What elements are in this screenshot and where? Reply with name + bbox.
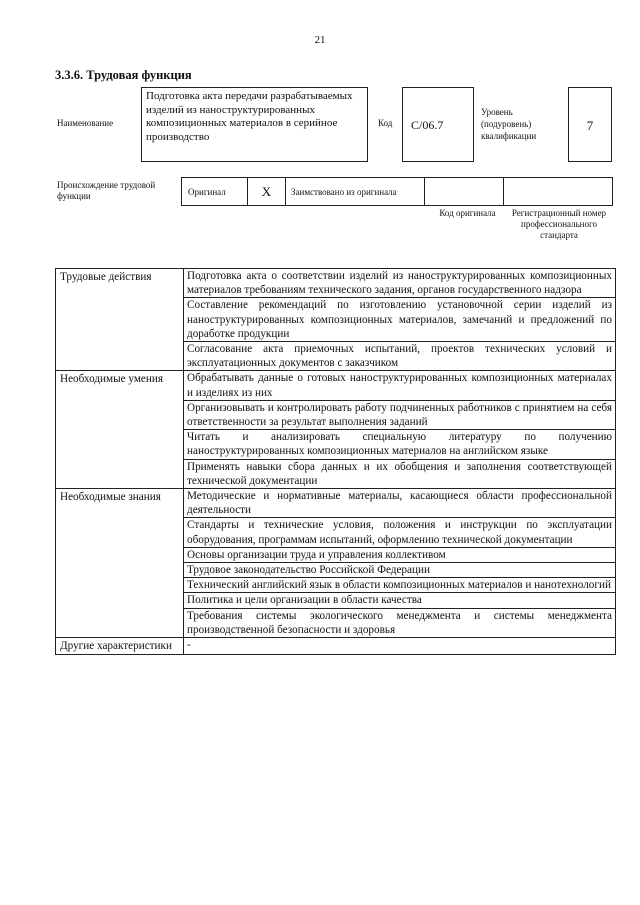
table-row [56, 489, 616, 518]
origin-code-caption: Код оригинала [439, 208, 496, 218]
origin-original-label: Оригинал [182, 178, 248, 205]
item-cell: Методические и нормативные материалы, касающиеся области профессиональной деятельности [184, 489, 616, 518]
labor-function-table [55, 268, 616, 655]
origin-reg-caption: Регистрационный номер профессионального стандарта [511, 208, 607, 240]
code-label: Код [378, 118, 393, 128]
item-cell: Технический английский язык в области композиционных материалов и нанотехнологий [184, 578, 616, 593]
origin-reg-cell [504, 178, 612, 205]
category-cell: Другие характеристики [56, 638, 184, 655]
origin-original-mark: X [248, 178, 286, 205]
item-cell: Трудовое законодательство Российской Федерации [184, 563, 616, 578]
item-cell: Составление рекомендаций по изготовлению установочной серии изделий из наноструктурированных композиционных материалов, замечаний и предложений по доработке продукции [184, 298, 616, 342]
item-cell: Обрабатывать данные о готовых наноструктурированных композиционных материалах и изделиях из них [184, 371, 616, 400]
category-cell: Трудовые действия [56, 269, 184, 371]
item-cell: Стандарты и технические условия, положения и инструкции по эксплуатации оборудования, программам испытаний, оформлению технической документации [184, 518, 616, 547]
category-cell: Необходимые умения [56, 371, 184, 489]
item-cell: Подготовка акта о соответствии изделий из наноструктурированных композиционных материалов требованиям технического задания, органов государственного надзора [184, 269, 616, 298]
name-label: Наименование [57, 118, 114, 128]
item-cell: Применять навыки сбора данных и их обобщения и заполнения соответствующей технической документации [184, 459, 616, 488]
origin-row [181, 177, 613, 206]
function-name-box: Подготовка акта передачи разрабатываемых изделий из наноструктурированных композиционных материалов в серийное производство [141, 87, 368, 162]
item-cell: Требования системы экологического менеджмента и системы менеджмента производственной безопасности и здоровья [184, 608, 616, 637]
table-row [56, 371, 616, 400]
origin-label: Происхождение трудовой функции [57, 180, 156, 201]
category-cell: Необходимые знания [56, 489, 184, 638]
item-cell: Согласование акта приемочных испытаний, проектов технических условий и эксплуатационных документов с заказчиком [184, 342, 616, 371]
table-row [56, 638, 616, 655]
item-cell: Читать и анализировать специальную литературу по получению наноструктурированных композиционных материалов на английском языке [184, 430, 616, 459]
level-label: Уровень (подуровень) квалификации [481, 107, 537, 141]
item-cell: - [184, 638, 616, 655]
origin-borrowed-label: Заимствовано из оригинала [286, 178, 425, 205]
item-cell: Основы организации труда и управления коллективом [184, 547, 616, 562]
section-title: 3.3.6. Трудовая функция [55, 68, 192, 82]
item-cell: Организовывать и контролировать работу подчиненных работников с принятием на себя ответственности за результат выполнения заданий [184, 400, 616, 429]
item-cell: Политика и цели организации в области качества [184, 593, 616, 608]
page-number: 21 [314, 34, 326, 46]
function-code-box: C/06.7 [402, 87, 474, 162]
origin-code-cell [425, 178, 504, 205]
qualification-level-box: 7 [568, 87, 612, 162]
table-row [56, 269, 616, 298]
